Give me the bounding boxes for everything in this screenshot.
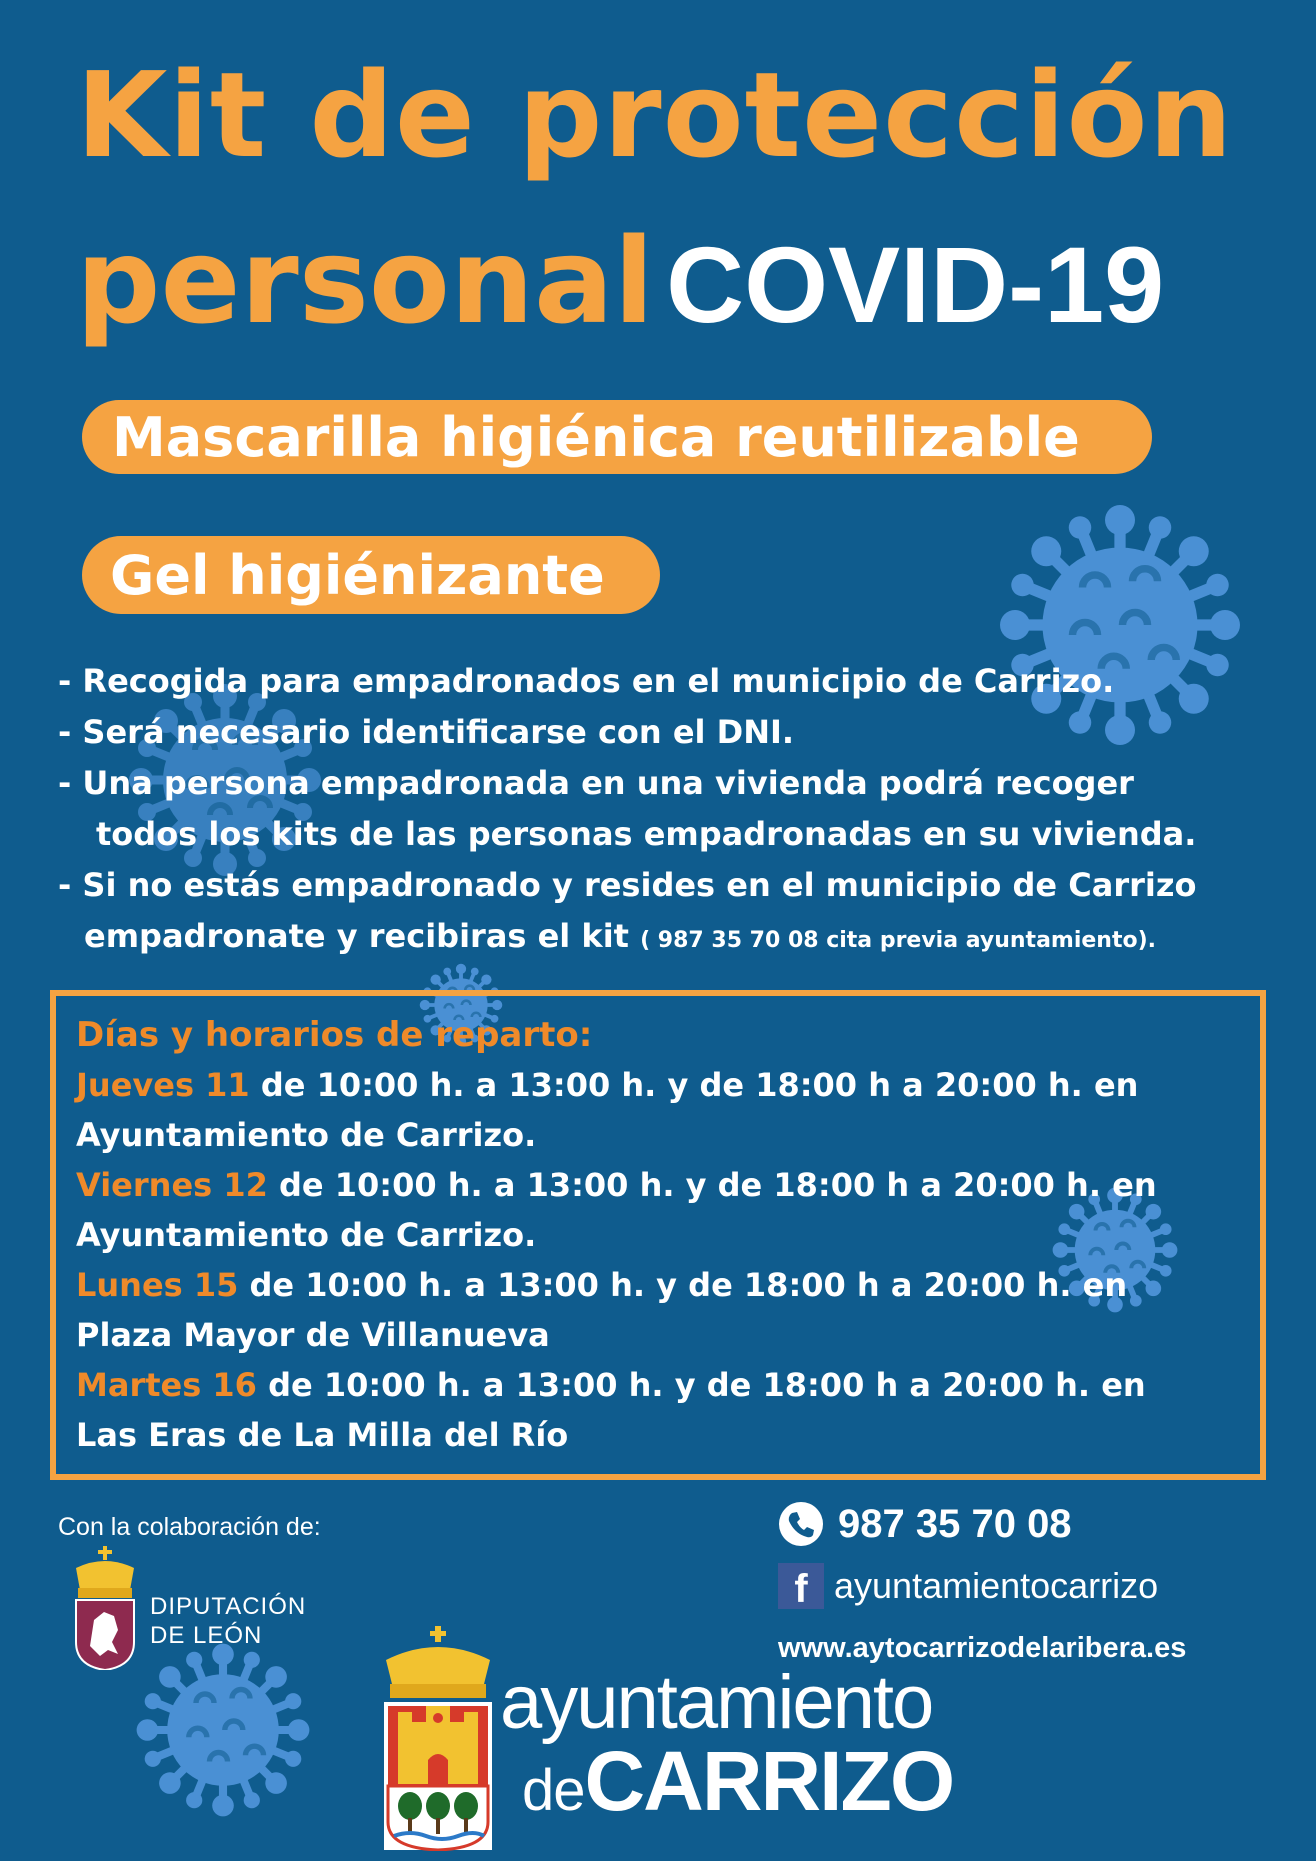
- info-item: - Si no estás empadronado y resides en el municipio de Carrizo: [58, 866, 1197, 904]
- schedule-day: Martes 16: [76, 1366, 257, 1404]
- diputacion-line1: DIPUTACIÓN: [150, 1593, 307, 1620]
- mask-pill: Mascarilla higiénica reutilizable: [82, 400, 1152, 474]
- website-link[interactable]: www.aytocarrizodelaribera.es: [778, 1631, 1187, 1664]
- ayto-line2: [522, 1734, 954, 1846]
- diputacion-name: [150, 1592, 306, 1650]
- schedule-row: [76, 1060, 1260, 1110]
- facebook-handle: ayuntamientocarrizo: [834, 1565, 1159, 1606]
- schedule-place: Ayuntamiento de Carrizo.: [76, 1116, 537, 1154]
- schedule-row: [76, 1260, 1260, 1310]
- title-personal: personal: [76, 212, 655, 350]
- contact-block: [778, 1498, 1186, 1670]
- schedule-box: [50, 990, 1266, 1480]
- info-list: [58, 656, 1298, 966]
- info-text: empadronate y recibiras el kit: [84, 917, 629, 955]
- schedule-hours: de 10:00 h. a 13:00 h. y de 18:00 h a 20:00 h. en: [260, 1066, 1139, 1104]
- info-item: - Recogida para empadronados en el municipio de Carrizo.: [58, 662, 1115, 700]
- ayto-line1: ayuntamiento: [500, 1660, 933, 1745]
- schedule-title: Días y horarios de reparto:: [76, 1015, 593, 1055]
- schedule-hours: de 10:00 h. a 13:00 h. y de 18:00 h a 20:00 h. en: [268, 1366, 1146, 1404]
- info-note: ( 987 35 70 08 cita previa ayuntamiento).: [640, 928, 1157, 953]
- phone-icon: [778, 1501, 824, 1547]
- schedule-day: Viernes 12: [76, 1166, 268, 1204]
- ayto-name: CARRIZO: [584, 1734, 954, 1828]
- virus-icon: [133, 1640, 313, 1820]
- facebook-icon: f: [778, 1563, 824, 1609]
- ayto-de: de: [522, 1758, 585, 1823]
- phone-number: 987 35 70 08: [838, 1501, 1072, 1546]
- facebook-row[interactable]: [778, 1558, 1186, 1614]
- info-item: - Una persona empadronada en una vivienda podrá recoger: [58, 764, 1134, 802]
- page-title-line2: [76, 212, 1165, 350]
- gel-pill: Gel higiénizante: [82, 536, 660, 614]
- carrizo-coat-of-arms-icon: [380, 1626, 496, 1851]
- schedule-row: [76, 1160, 1260, 1210]
- collab-label: Con la colaboración de:: [58, 1513, 321, 1541]
- diputacion-line2: DE LEÓN: [150, 1622, 263, 1649]
- schedule-day: Jueves 11: [76, 1066, 250, 1104]
- info-item: [58, 911, 1298, 966]
- diputacion-crest-icon: [70, 1546, 140, 1670]
- page-title: Kit de protección: [76, 46, 1234, 184]
- ayuntamiento-logo-text: [500, 1660, 954, 1846]
- schedule-place: Plaza Mayor de Villanueva: [76, 1316, 550, 1354]
- info-item: - Será necesario identificarse con el DNI.: [58, 713, 795, 751]
- phone-row[interactable]: [778, 1498, 1186, 1550]
- schedule-place: Las Eras de La Milla del Río: [76, 1416, 569, 1454]
- schedule-place: Ayuntamiento de Carrizo.: [76, 1216, 537, 1254]
- info-item: todos los kits de las personas empadronadas en su vivienda.: [96, 815, 1197, 853]
- schedule-row: [76, 1360, 1260, 1410]
- schedule-day: Lunes 15: [76, 1266, 239, 1304]
- schedule-hours: de 10:00 h. a 13:00 h. y de 18:00 h a 20:00 h. en: [279, 1166, 1157, 1204]
- title-covid: COVID-19: [666, 224, 1165, 345]
- schedule-hours: de 10:00 h. a 13:00 h. y de 18:00 h a 20:00 h. en: [249, 1266, 1128, 1304]
